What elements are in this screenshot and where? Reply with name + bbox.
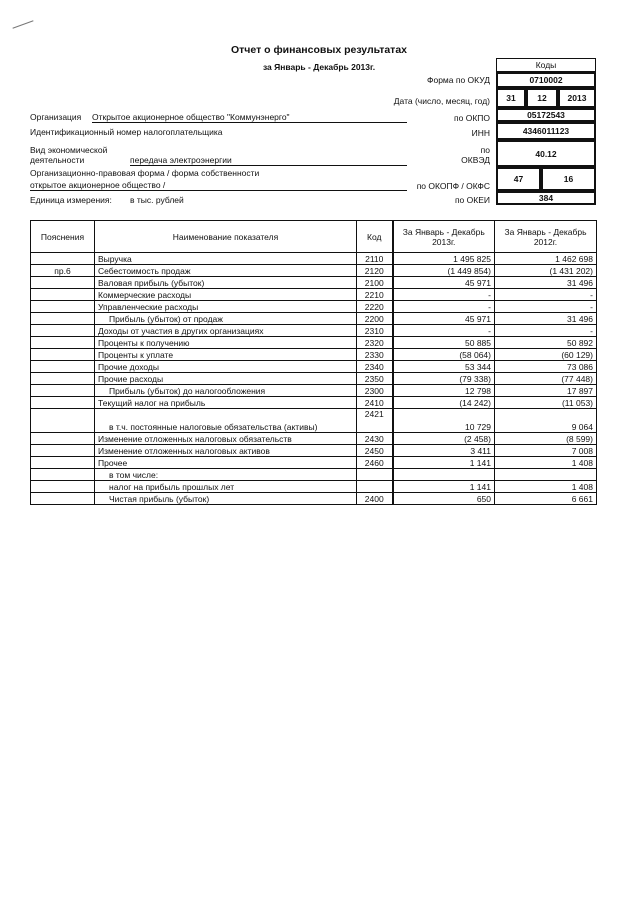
okfs-value: 16 <box>541 167 596 191</box>
row-value-2012: 7 008 <box>495 445 597 457</box>
row-code: 2310 <box>357 325 393 337</box>
header-name: Наименование показателя <box>95 221 357 253</box>
row-value-2013: 1 495 825 <box>393 253 495 265</box>
row-value-2012: 31 496 <box>495 277 597 289</box>
row-note <box>31 433 95 445</box>
row-code: 2460 <box>357 457 393 469</box>
table-header-row <box>31 221 597 253</box>
row-name: Изменение отложенных налоговых обязательств <box>95 433 357 445</box>
org-label: Организация <box>30 112 82 122</box>
row-name: Валовая прибыль (убыток) <box>95 277 357 289</box>
okved-value: 40.12 <box>496 140 596 167</box>
table-row <box>31 409 597 433</box>
row-value-2012: (11 053) <box>495 397 597 409</box>
inn-code-label: ИНН <box>471 128 490 138</box>
row-name: в том числе: <box>95 469 357 481</box>
okopf-label: по ОКОПФ / ОКФС <box>416 181 490 191</box>
okved-label-1: по <box>480 145 490 155</box>
row-value-2012: 1 408 <box>495 457 597 469</box>
table-row <box>31 349 597 361</box>
row-code: 2340 <box>357 361 393 373</box>
table-row <box>31 445 597 457</box>
inn-value: 4346011123 <box>496 122 596 140</box>
row-code: 2400 <box>357 493 393 505</box>
row-value-2012: (1 431 202) <box>495 265 597 277</box>
row-name: Чистая прибыль (убыток) <box>95 493 357 505</box>
row-value-2012: 6 661 <box>495 493 597 505</box>
header-2012: За Январь - Декабрь 2012г. <box>495 221 597 253</box>
row-value-2013: (2 458) <box>393 433 495 445</box>
row-code: 2200 <box>357 313 393 325</box>
table-row <box>31 313 597 325</box>
row-name: Прочие расходы <box>95 373 357 385</box>
activity-label-2: деятельности <box>30 155 85 165</box>
row-value-2013: 650 <box>393 493 495 505</box>
row-note <box>31 349 95 361</box>
row-value-2012 <box>495 469 597 481</box>
row-name: Коммерческие расходы <box>95 289 357 301</box>
row-value-2013: (58 064) <box>393 349 495 361</box>
row-note <box>31 493 95 505</box>
okei-label: по ОКЕИ <box>454 195 490 205</box>
row-value-2013: 3 411 <box>393 445 495 457</box>
table-row <box>31 397 597 409</box>
table-row <box>31 301 597 313</box>
row-note <box>31 457 95 469</box>
row-code: 2330 <box>357 349 393 361</box>
table-row <box>31 457 597 469</box>
row-note <box>31 337 95 349</box>
date-year: 2013 <box>558 88 596 108</box>
row-value-2013: 12 798 <box>393 385 495 397</box>
row-value-2012: 50 892 <box>495 337 597 349</box>
header-2013: За Январь - Декабрь 2013г. <box>393 221 495 253</box>
row-value-2013: 45 971 <box>393 277 495 289</box>
row-value-2013: - <box>393 301 495 313</box>
row-name: Проценты к получению <box>95 337 357 349</box>
row-name: Выручка <box>95 253 357 265</box>
row-value-2013: (1 449 854) <box>393 265 495 277</box>
table-row <box>31 361 597 373</box>
row-name: в т.ч. постоянные налоговые обязательства (активы) <box>95 409 357 433</box>
okved-label-2: ОКВЭД <box>461 155 490 165</box>
row-note <box>31 469 95 481</box>
header-code: Код <box>357 221 393 253</box>
row-name: Текущий налог на прибыль <box>95 397 357 409</box>
row-note <box>31 409 95 433</box>
activity-value: передача электроэнергии <box>130 155 407 166</box>
row-code: 2320 <box>357 337 393 349</box>
okpo-value: 05172543 <box>496 108 596 122</box>
table-row <box>31 469 597 481</box>
row-value-2013: 1 141 <box>393 481 495 493</box>
row-value-2013: 10 729 <box>393 409 495 433</box>
row-value-2012: - <box>495 325 597 337</box>
table-row <box>31 337 597 349</box>
okud-label: Форма по ОКУД <box>427 75 490 85</box>
row-value-2012: - <box>495 301 597 313</box>
row-code: 2210 <box>357 289 393 301</box>
financial-results-table <box>30 220 597 505</box>
row-code: 2120 <box>357 265 393 277</box>
table-row <box>31 325 597 337</box>
row-note <box>31 373 95 385</box>
table-row <box>31 253 597 265</box>
header-notes: Пояснения <box>31 221 95 253</box>
row-code: 2110 <box>357 253 393 265</box>
row-note <box>31 253 95 265</box>
unit-label: Единица измерения: <box>30 195 112 205</box>
row-code: 2430 <box>357 433 393 445</box>
table-row <box>31 385 597 397</box>
table-row <box>31 289 597 301</box>
row-value-2013 <box>393 469 495 481</box>
row-code: 2350 <box>357 373 393 385</box>
row-code: 2100 <box>357 277 393 289</box>
row-code: 2220 <box>357 301 393 313</box>
row-note <box>31 445 95 457</box>
row-name: Себестоимость продаж <box>95 265 357 277</box>
date-month: 12 <box>526 88 558 108</box>
row-name: Доходы от участия в других организациях <box>95 325 357 337</box>
row-note <box>31 385 95 397</box>
row-name: налог на прибыль прошлых лет <box>95 481 357 493</box>
org-value: Открытое акционерное общество "Коммунэнерго" <box>92 112 407 123</box>
report-period: за Январь - Декабрь 2013г. <box>262 62 376 72</box>
table-row <box>31 493 597 505</box>
row-value-2012: 73 086 <box>495 361 597 373</box>
row-code <box>357 481 393 493</box>
row-code: 2300 <box>357 385 393 397</box>
row-name: Управленческие расходы <box>95 301 357 313</box>
row-value-2012: 1 408 <box>495 481 597 493</box>
row-value-2012: (60 129) <box>495 349 597 361</box>
okpo-label: по ОКПО <box>454 113 490 123</box>
row-note: пр.6 <box>31 265 95 277</box>
row-name: Прочее <box>95 457 357 469</box>
table-row <box>31 481 597 493</box>
row-value-2012: (8 599) <box>495 433 597 445</box>
row-value-2013: 50 885 <box>393 337 495 349</box>
row-code: 2450 <box>357 445 393 457</box>
row-value-2012: 1 462 698 <box>495 253 597 265</box>
row-note <box>31 289 95 301</box>
row-name: Прочие доходы <box>95 361 357 373</box>
row-code <box>357 469 393 481</box>
okei-value: 384 <box>496 191 596 205</box>
date-day: 31 <box>496 88 526 108</box>
row-value-2013: 45 971 <box>393 313 495 325</box>
table-row <box>31 373 597 385</box>
report-title: Отчет о финансовых результатах <box>230 44 407 56</box>
row-note <box>31 397 95 409</box>
inn-label: Идентификационный номер налогоплательщика <box>30 127 223 137</box>
row-name: Прибыль (убыток) от продаж <box>95 313 357 325</box>
row-note <box>31 481 95 493</box>
table-row <box>31 277 597 289</box>
row-name: Изменение отложенных налоговых активов <box>95 445 357 457</box>
row-note <box>31 313 95 325</box>
row-note <box>31 361 95 373</box>
row-value-2013: 53 344 <box>393 361 495 373</box>
activity-label-1: Вид экономической <box>30 145 108 155</box>
form-value: открытое акционерное общество / <box>30 180 407 191</box>
date-label: Дата (число, месяц, год) <box>393 96 490 106</box>
table-row <box>31 433 597 445</box>
row-value-2012: 31 496 <box>495 313 597 325</box>
row-value-2013: (14 242) <box>393 397 495 409</box>
table-body <box>31 253 597 505</box>
row-value-2012: 9 064 <box>495 409 597 433</box>
row-code: 2410 <box>357 397 393 409</box>
row-note <box>31 277 95 289</box>
row-name: Прибыль (убыток) до налогообложения <box>95 385 357 397</box>
row-code: 2421 <box>357 409 393 433</box>
codes-header: Коды <box>496 58 596 72</box>
row-value-2012: (77 448) <box>495 373 597 385</box>
row-value-2012: 17 897 <box>495 385 597 397</box>
row-value-2013: - <box>393 289 495 301</box>
unit-value: в тыс. рублей <box>130 195 184 205</box>
row-value-2012: - <box>495 289 597 301</box>
row-note <box>31 301 95 313</box>
scan-mark <box>12 20 33 28</box>
row-note <box>31 325 95 337</box>
okud-value: 0710002 <box>496 72 596 88</box>
row-name: Проценты к уплате <box>95 349 357 361</box>
row-value-2013: - <box>393 325 495 337</box>
table-row <box>31 265 597 277</box>
okopf-value: 47 <box>496 167 541 191</box>
form-label: Организационно-правовая форма / форма собственности <box>30 168 260 178</box>
row-value-2013: (79 338) <box>393 373 495 385</box>
row-value-2013: 1 141 <box>393 457 495 469</box>
